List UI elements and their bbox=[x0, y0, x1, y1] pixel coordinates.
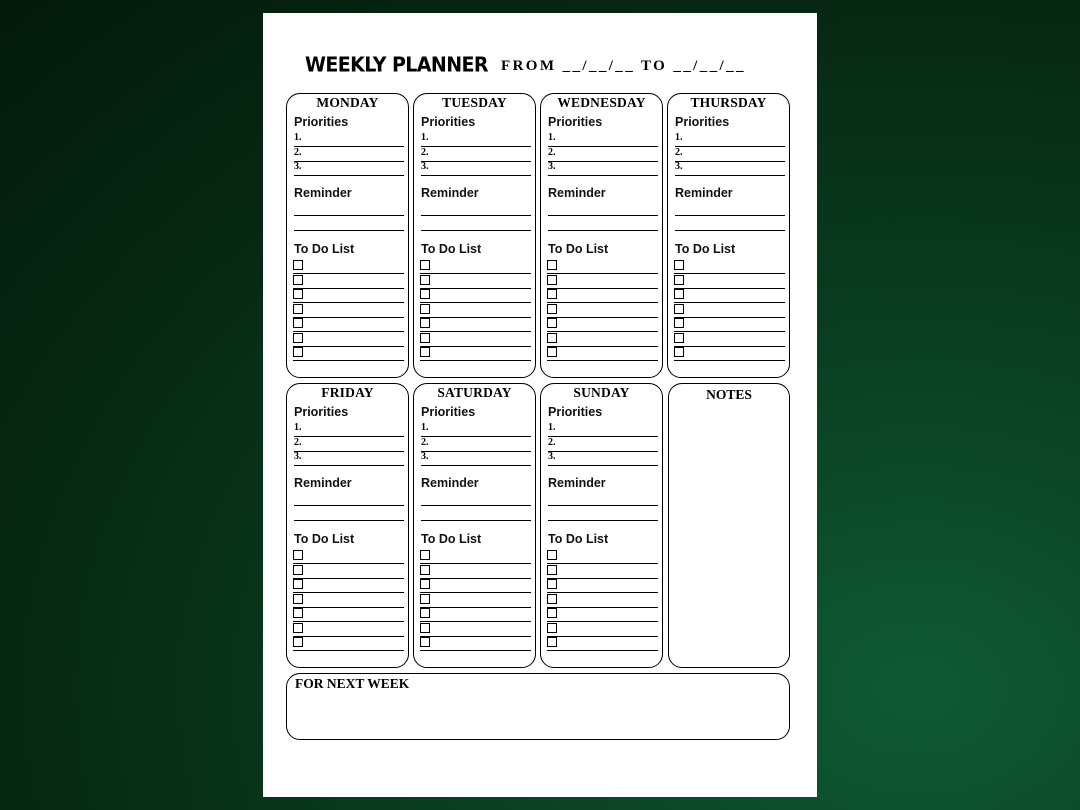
day-card-sunday bbox=[540, 383, 663, 668]
checkbox-icon[interactable] bbox=[420, 333, 430, 343]
checkbox-icon[interactable] bbox=[420, 260, 430, 270]
todo-item[interactable] bbox=[547, 607, 658, 622]
todo-item[interactable] bbox=[674, 274, 785, 289]
priority-line[interactable] bbox=[548, 422, 658, 437]
checkbox-icon[interactable] bbox=[420, 565, 430, 575]
checkbox-icon[interactable] bbox=[293, 550, 303, 560]
checkbox-icon[interactable] bbox=[674, 275, 684, 285]
todo-item[interactable] bbox=[547, 274, 658, 289]
todo-item[interactable] bbox=[674, 303, 785, 318]
checkbox-icon[interactable] bbox=[293, 565, 303, 575]
todo-item[interactable] bbox=[293, 288, 404, 303]
todo-item[interactable] bbox=[293, 274, 404, 289]
todo-item[interactable] bbox=[547, 332, 658, 347]
checkbox-icon[interactable] bbox=[420, 623, 430, 633]
checkbox-icon[interactable] bbox=[674, 304, 684, 314]
todo-item[interactable] bbox=[293, 259, 404, 274]
day-title: MONDAY bbox=[316, 95, 379, 110]
planner-page bbox=[263, 13, 817, 797]
checkbox-icon[interactable] bbox=[547, 260, 557, 270]
checkbox-icon[interactable] bbox=[420, 289, 430, 299]
checkbox-icon[interactable] bbox=[547, 565, 557, 575]
reminder-line[interactable] bbox=[294, 520, 404, 521]
todo-item[interactable] bbox=[547, 259, 658, 274]
reminder-line[interactable] bbox=[294, 505, 404, 506]
todo-item[interactable] bbox=[420, 288, 531, 303]
priority-number: 3. bbox=[294, 451, 302, 462]
todo-item[interactable] bbox=[674, 259, 785, 274]
priority-line[interactable] bbox=[675, 161, 785, 176]
checkbox-icon[interactable] bbox=[547, 304, 557, 314]
priority-line[interactable] bbox=[675, 132, 785, 147]
checkbox-icon[interactable] bbox=[293, 637, 303, 647]
checkbox-icon[interactable] bbox=[293, 594, 303, 604]
todo-item[interactable] bbox=[547, 636, 658, 651]
checkbox-icon[interactable] bbox=[547, 608, 557, 618]
todo-item[interactable] bbox=[420, 564, 531, 579]
checkbox-icon[interactable] bbox=[674, 260, 684, 270]
todo-item[interactable] bbox=[674, 317, 785, 332]
priority-number: 1. bbox=[421, 422, 429, 433]
priority-line[interactable] bbox=[294, 161, 404, 176]
priority-line[interactable] bbox=[294, 132, 404, 147]
priority-number: 2. bbox=[675, 146, 683, 158]
todo-item[interactable] bbox=[674, 346, 785, 361]
priority-line[interactable] bbox=[421, 132, 531, 147]
checkbox-icon[interactable] bbox=[420, 275, 430, 285]
priority-line[interactable] bbox=[421, 451, 531, 466]
priority-line[interactable] bbox=[294, 147, 404, 162]
day-card-monday bbox=[286, 93, 409, 378]
priorities-label: Priorities bbox=[294, 405, 349, 419]
checkbox-icon[interactable] bbox=[420, 579, 430, 589]
priority-line[interactable] bbox=[421, 437, 531, 452]
todo-item[interactable] bbox=[547, 578, 658, 593]
todo-item[interactable] bbox=[293, 607, 404, 622]
checkbox-icon[interactable] bbox=[420, 608, 430, 618]
priority-number: 2. bbox=[421, 436, 429, 448]
todo-label: To Do List bbox=[294, 242, 355, 256]
checkbox-icon[interactable] bbox=[674, 333, 684, 343]
checkbox-icon[interactable] bbox=[547, 594, 557, 604]
checkbox-icon[interactable] bbox=[420, 304, 430, 314]
checkbox-icon[interactable] bbox=[547, 318, 557, 328]
priorities-label: Priorities bbox=[675, 115, 730, 129]
todo-item[interactable] bbox=[293, 564, 404, 579]
priorities-label: Priorities bbox=[548, 405, 603, 419]
priority-line[interactable] bbox=[294, 437, 404, 452]
notes-card[interactable] bbox=[668, 383, 790, 668]
day-title: THURSDAY bbox=[690, 95, 767, 110]
notes-title: NOTES bbox=[706, 387, 752, 402]
reminder-line[interactable] bbox=[294, 230, 404, 231]
todo-item[interactable] bbox=[293, 549, 404, 564]
priority-line[interactable] bbox=[548, 161, 658, 176]
todo-label: To Do List bbox=[548, 532, 609, 546]
priority-number: 2. bbox=[294, 436, 302, 448]
reminder-line[interactable] bbox=[548, 505, 658, 506]
priority-number: 1. bbox=[421, 132, 429, 143]
todo-item[interactable] bbox=[420, 303, 531, 318]
priority-number: 3. bbox=[421, 451, 429, 462]
checkbox-icon[interactable] bbox=[547, 637, 557, 647]
day-card-friday bbox=[286, 383, 409, 668]
day-card-saturday bbox=[413, 383, 536, 668]
priority-number: 3. bbox=[548, 451, 556, 462]
todo-item[interactable] bbox=[420, 317, 531, 332]
priority-number: 2. bbox=[421, 146, 429, 158]
day-card-wednesday bbox=[540, 93, 663, 378]
reminder-label: Reminder bbox=[421, 186, 479, 200]
planner-header bbox=[263, 13, 817, 93]
todo-label: To Do List bbox=[675, 242, 736, 256]
todo-item[interactable] bbox=[293, 317, 404, 332]
priority-line[interactable] bbox=[675, 147, 785, 162]
checkbox-icon[interactable] bbox=[293, 623, 303, 633]
priority-number: 1. bbox=[294, 132, 302, 143]
priority-line[interactable] bbox=[548, 132, 658, 147]
todo-item[interactable] bbox=[420, 578, 531, 593]
priority-number: 3. bbox=[294, 161, 302, 172]
todo-item[interactable] bbox=[420, 274, 531, 289]
day-title: SUNDAY bbox=[573, 385, 630, 400]
todo-item[interactable] bbox=[674, 288, 785, 303]
priority-number: 1. bbox=[548, 422, 556, 433]
todo-item[interactable] bbox=[420, 607, 531, 622]
day-title: SATURDAY bbox=[437, 385, 512, 400]
priority-line[interactable] bbox=[421, 422, 531, 437]
todo-label: To Do List bbox=[294, 532, 355, 546]
checkbox-icon[interactable] bbox=[420, 550, 430, 560]
checkbox-icon[interactable] bbox=[293, 318, 303, 328]
priority-line[interactable] bbox=[548, 147, 658, 162]
day-title: WEDNESDAY bbox=[557, 95, 646, 110]
todo-item[interactable] bbox=[420, 332, 531, 347]
reminder-label: Reminder bbox=[548, 186, 606, 200]
todo-label: To Do List bbox=[548, 242, 609, 256]
checkbox-icon[interactable] bbox=[293, 289, 303, 299]
checkbox-icon[interactable] bbox=[293, 347, 303, 357]
checkbox-icon[interactable] bbox=[547, 333, 557, 343]
reminder-line[interactable] bbox=[421, 230, 531, 231]
priorities-label: Priorities bbox=[421, 405, 476, 419]
next-week-title: FOR NEXT WEEK bbox=[295, 676, 410, 691]
checkbox-icon[interactable] bbox=[293, 608, 303, 618]
priority-number: 1. bbox=[294, 422, 302, 433]
priority-number: 3. bbox=[675, 161, 683, 172]
todo-item[interactable] bbox=[293, 578, 404, 593]
todo-item[interactable] bbox=[547, 549, 658, 564]
checkbox-icon[interactable] bbox=[547, 275, 557, 285]
priority-number: 2. bbox=[548, 436, 556, 448]
reminder-line[interactable] bbox=[675, 230, 785, 231]
checkbox-icon[interactable] bbox=[674, 289, 684, 299]
priority-number: 2. bbox=[548, 146, 556, 158]
priority-number: 3. bbox=[421, 161, 429, 172]
priorities-label: Priorities bbox=[294, 115, 349, 129]
todo-item[interactable] bbox=[547, 288, 658, 303]
checkbox-icon[interactable] bbox=[293, 333, 303, 343]
todo-item[interactable] bbox=[293, 346, 404, 361]
reminder-line[interactable] bbox=[421, 505, 531, 506]
todo-item[interactable] bbox=[674, 332, 785, 347]
todo-item[interactable] bbox=[547, 622, 658, 637]
checkbox-icon[interactable] bbox=[293, 260, 303, 270]
checkbox-icon[interactable] bbox=[547, 550, 557, 560]
priority-line[interactable] bbox=[294, 451, 404, 466]
priority-number: 1. bbox=[548, 132, 556, 143]
priority-number: 3. bbox=[548, 161, 556, 172]
todo-item[interactable] bbox=[547, 346, 658, 361]
todo-item[interactable] bbox=[420, 622, 531, 637]
reminder-line[interactable] bbox=[548, 215, 658, 216]
priority-number: 2. bbox=[294, 146, 302, 158]
next-week-card[interactable] bbox=[286, 673, 790, 740]
todo-item[interactable] bbox=[420, 636, 531, 651]
todo-item[interactable] bbox=[293, 332, 404, 347]
todo-item[interactable] bbox=[293, 622, 404, 637]
reminder-line[interactable] bbox=[548, 520, 658, 521]
todo-item[interactable] bbox=[420, 259, 531, 274]
checkbox-icon[interactable] bbox=[547, 347, 557, 357]
reminder-line[interactable] bbox=[548, 230, 658, 231]
day-card-thursday bbox=[667, 93, 790, 378]
checkbox-icon[interactable] bbox=[547, 289, 557, 299]
reminder-label: Reminder bbox=[548, 476, 606, 490]
priority-number: 1. bbox=[675, 132, 683, 143]
day-card-tuesday bbox=[413, 93, 536, 378]
priority-line[interactable] bbox=[548, 451, 658, 466]
checkbox-icon[interactable] bbox=[293, 275, 303, 285]
checkbox-icon[interactable] bbox=[293, 304, 303, 314]
page-title: WEEKLY PLANNER bbox=[305, 53, 488, 77]
day-title: TUESDAY bbox=[442, 95, 507, 110]
checkbox-icon[interactable] bbox=[547, 579, 557, 589]
todo-label: To Do List bbox=[421, 532, 482, 546]
date-range: FROM __/__/__ TO __/__/__ bbox=[501, 58, 746, 74]
checkbox-icon[interactable] bbox=[420, 347, 430, 357]
reminder-line[interactable] bbox=[294, 215, 404, 216]
reminder-label: Reminder bbox=[294, 186, 352, 200]
todo-label: To Do List bbox=[421, 242, 482, 256]
checkbox-icon[interactable] bbox=[420, 594, 430, 604]
priorities-label: Priorities bbox=[548, 115, 603, 129]
priority-line[interactable] bbox=[421, 147, 531, 162]
reminder-line[interactable] bbox=[675, 215, 785, 216]
reminder-label: Reminder bbox=[421, 476, 479, 490]
reminder-label: Reminder bbox=[294, 476, 352, 490]
checkbox-icon[interactable] bbox=[293, 579, 303, 589]
checkbox-icon[interactable] bbox=[420, 318, 430, 328]
day-title: FRIDAY bbox=[321, 385, 374, 400]
todo-item[interactable] bbox=[547, 317, 658, 332]
reminder-line[interactable] bbox=[421, 520, 531, 521]
todo-item[interactable] bbox=[547, 303, 658, 318]
todo-item[interactable] bbox=[293, 636, 404, 651]
todo-item[interactable] bbox=[547, 564, 658, 579]
todo-item[interactable] bbox=[420, 346, 531, 361]
checkbox-icon[interactable] bbox=[674, 347, 684, 357]
checkbox-icon[interactable] bbox=[674, 318, 684, 328]
reminder-label: Reminder bbox=[675, 186, 733, 200]
priority-line[interactable] bbox=[548, 437, 658, 452]
todo-item[interactable] bbox=[293, 593, 404, 608]
priority-line[interactable] bbox=[421, 161, 531, 176]
priority-line[interactable] bbox=[294, 422, 404, 437]
todo-item[interactable] bbox=[547, 593, 658, 608]
todo-item[interactable] bbox=[420, 593, 531, 608]
checkbox-icon[interactable] bbox=[547, 623, 557, 633]
todo-item[interactable] bbox=[293, 303, 404, 318]
priorities-label: Priorities bbox=[421, 115, 476, 129]
todo-item[interactable] bbox=[420, 549, 531, 564]
reminder-line[interactable] bbox=[421, 215, 531, 216]
checkbox-icon[interactable] bbox=[420, 637, 430, 647]
